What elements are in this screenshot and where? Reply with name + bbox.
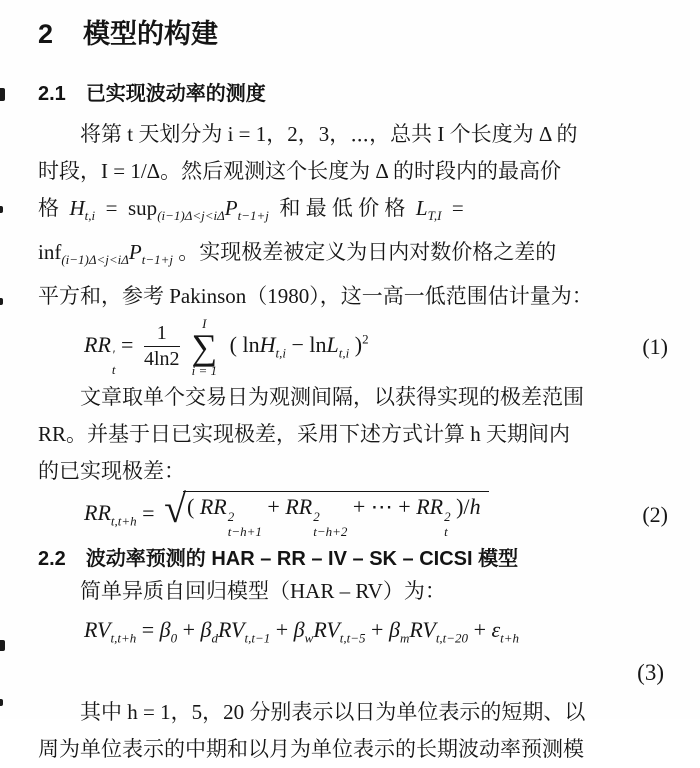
- text-line: 将第 t 天划分为 i = 1，2，3，⋯，总共 I 个长度为 Δ 的: [80, 122, 578, 146]
- formula: RR ′ t = $\frac{1}{4\ln 2}$ I ∑ i = 1 ( lnH$_{t,i}$ − lnL$_{t,i}$ )$^2$: [84, 315, 369, 379]
- equation-1: [38, 315, 676, 379]
- section-heading-2: [38, 12, 676, 51]
- section-title: 波动率预测的 HAR – RR – IV – SK – CICSI 模型: [85, 548, 519, 571]
- section-title: 已实现波动率的测度: [85, 83, 266, 105]
- section-number: 2.2: [38, 548, 66, 571]
- equation-number: (2): [642, 502, 668, 528]
- text-line: 其中 h = 1，5，20 分别表示以日为单位表示的短期、以: [80, 700, 586, 725]
- equation-number: (3): [637, 660, 664, 686]
- equation-2: [38, 485, 676, 540]
- section-heading-2-1: [38, 77, 676, 106]
- text-line: 平方和，参考 Pakinson（1980），这一高一低范围估计量为：: [38, 284, 593, 309]
- scan-artifact: [0, 206, 3, 213]
- paragraph-1: [38, 116, 676, 315]
- equation-number: (1): [642, 334, 668, 360]
- section-number: 2: [38, 19, 54, 49]
- formula: $RR_{t,t+h}$ = √ ( RR 2 t−h+1 + RR 2 t−h+2 + ⋯ + RR 2 t )/h: [84, 491, 489, 540]
- text-line-with-formula: 格 $H_{t,i} = sup_{(i-1)\Delta<j<i\Delta}P_{t-1+j}$ 和 最 低 价 格 $L_{T,I}$ =: [38, 196, 464, 224]
- text-line: 的已实现极差：: [38, 459, 185, 484]
- paragraph-3: [38, 694, 676, 768]
- text-line: 时段，I = 1/Δ。然后观测这个长度为 Δ 的时段内的最高价: [38, 159, 562, 183]
- text-line-with-formula: $inf_{(i-1)\Delta<j<i\Delta}P_{t-1+j}$ 。实现极差被定义为日内对数价格之差的: [38, 240, 557, 268]
- scan-artifact: [0, 640, 5, 651]
- section-number: 2.1: [38, 83, 66, 105]
- scan-artifact: [0, 88, 5, 101]
- equation-3: [38, 610, 676, 652]
- text-line: RR。并基于日已实现极差，采用下述方式计算 h 天期间内: [38, 422, 571, 447]
- scan-artifact: [0, 298, 3, 305]
- section-title: 模型的构建: [83, 19, 219, 49]
- scan-artifact: [0, 699, 3, 706]
- text-line: 文章取单个交易日为观测间隔，以获得实现的极差范围: [80, 385, 584, 410]
- text-line: 周为单位表示的中期和以月为单位表示的长期波动率预测模: [38, 737, 584, 762]
- formula: $RV_{t,t+h} = \beta_0 + \beta_dRV_{t,t-1} + \beta_wRV_{t,t-5} + \beta_mRV_{t,t-20} + \varepsilon_{t+h}$: [84, 616, 520, 646]
- paragraph-2: [38, 379, 676, 490]
- section-heading-2-2: [38, 542, 676, 571]
- text-line: 简单异质自回归模型（HAR – RV）为：: [80, 579, 446, 604]
